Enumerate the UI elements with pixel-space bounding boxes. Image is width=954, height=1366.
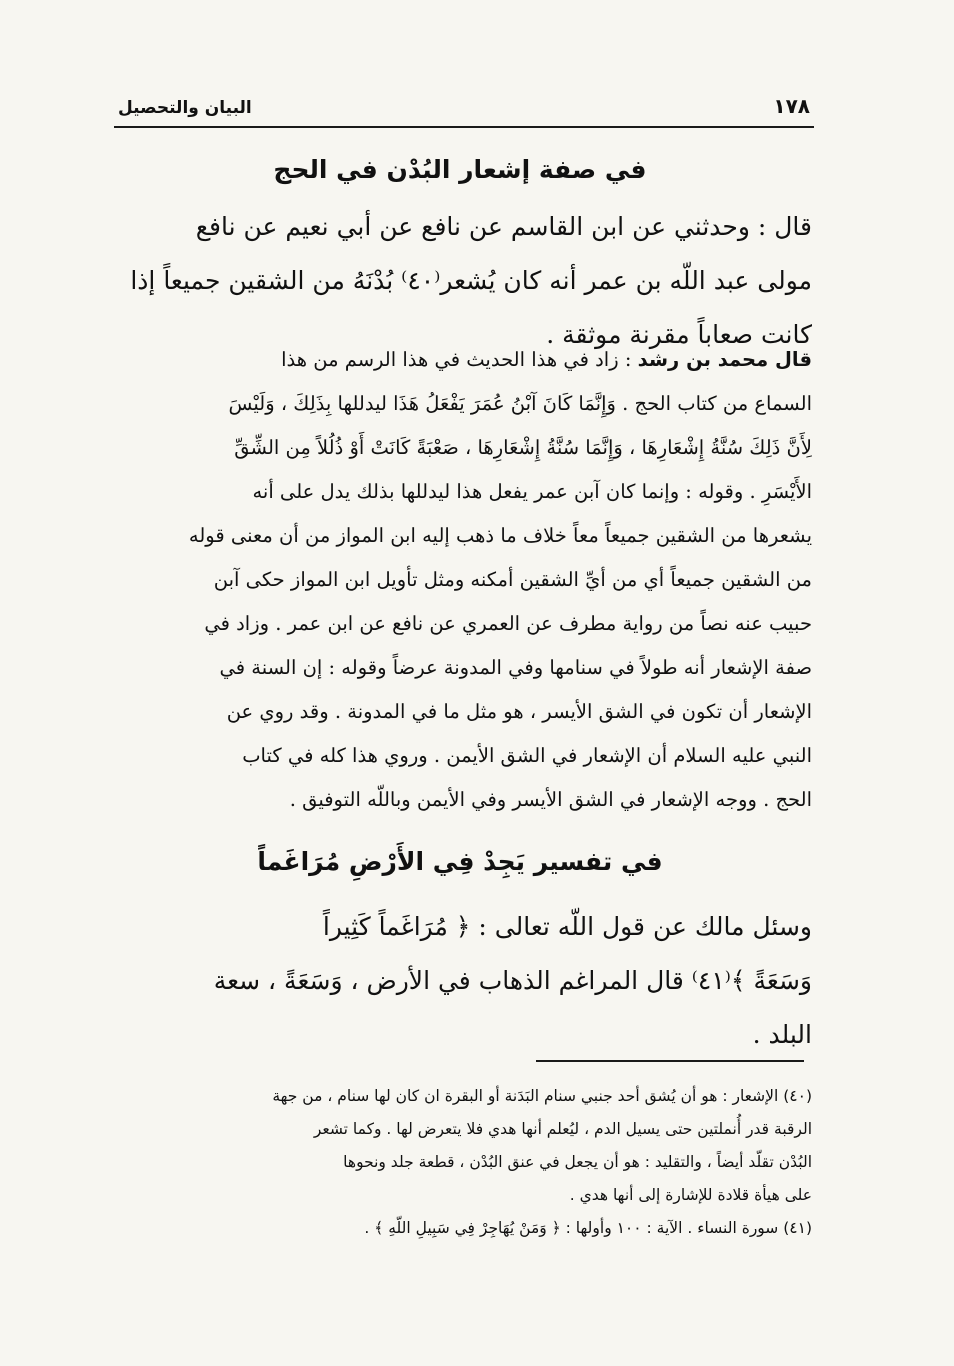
commentator-name: قال محمد بن رشد — [637, 348, 812, 371]
footnote-40 — [116, 1080, 812, 1212]
text-line: الإشعار أن تكون في الشق الأيسر ، هو مثل ما في المدونة . وقد روي عن — [226, 700, 812, 723]
footnote-line: البُدْن تقلّد أيضاً ، والتقليد : هو أن يجعل في عنق البُدْن ، قطعة جلد ونحوها — [343, 1153, 812, 1171]
text-line: يشعرها من الشقين جميعاً معاً خلاف ما ذهب إليه ابن المواز من أن معنى قوله — [188, 524, 812, 547]
text-line: صفة الإشعار أنه طولاً في سنامها وفي المدونة عرضاً وقوله : إن السنة في — [219, 656, 812, 679]
text-line: من الشقين جميعاً أي من أيِّ الشقين أمكنه ومثل تأويل ابن المواز حكى آبن — [213, 568, 812, 591]
paragraph-malik-answer — [116, 900, 812, 1062]
text-line: النبي عليه السلام أن الإشعار في الشق الأيمن . وروي هذا كله في كتاب — [242, 744, 812, 767]
footnote-line: (٤١) سورة النساء . الآية : ١٠٠ وأولها : ﴿ وَمَنْ يُهَاجِرْ فِي سَبِيلِ اللّهِ ﴾ . — [364, 1219, 812, 1237]
footnotes — [116, 1080, 812, 1245]
paragraph-commentary — [116, 338, 812, 822]
text-line: الأَيْسَرِ . وقوله : وإنما كان آبن عمر يفعل هذا ليدللها بذلك يدل على أنه — [252, 480, 812, 503]
page-header — [118, 88, 810, 118]
footnote-rule — [536, 1060, 804, 1062]
footnote-line: على هيأة قلادة للإشارة إلى أنها هدي . — [569, 1186, 812, 1204]
text-line: وَسَعَةً ﴾⁽٤١⁾ قال المراغم الذهاب في الأرض ، وَسَعَةً ، سعة — [213, 966, 812, 995]
text-line — [116, 338, 812, 382]
page-number: ١٧٨ — [773, 94, 810, 118]
footnote-line: (٤٠) الإشعار : هو أن يُشق أحد جنبي سنام البَدَنة أو البقرة ان كان لها سنام ، من جهة — [272, 1087, 812, 1105]
footnote-41 — [116, 1212, 812, 1245]
text-line: وسئل مالك عن قول اللّه تعالى : ﴿ مُرَاغَماً كَثِيراً — [322, 912, 812, 941]
text-line: لِأَنَّ ذَلِكَ سُنَّةُ إِشْعَارِهَا ، وَإِنَّمَا سُنَّةُ إِشْعَارِهَا ، صَعْبَةً كَانَتْ أَوْ ذُلُلاً مِن الشِّقِّ — [234, 436, 812, 459]
text-line: البلد . — [752, 1020, 812, 1049]
text-line: كانت صعاباً مقرنة موثقة . — [546, 320, 812, 349]
text-line: السماع من كتاب الحج . وَإِنَّمَا كَانَ آبْنُ عُمَرَ يَفْعَلُ هَذَا ليدللها بِذَلِكَ ، وَلَيْسَ — [228, 392, 812, 415]
running-title: البيان والتحصيل — [118, 98, 252, 118]
text-line: قال : وحدثني عن ابن القاسم عن نافع عن أبي نعيم عن نافع — [195, 212, 812, 241]
text-line: مولى عبد اللّه بن عمر أنه كان يُشعر⁽٤٠⁾ بُدْنَهُ من الشقين جميعاً إذا — [130, 266, 812, 295]
section-title-muragham: في تفسير يَجِدْ فِي الأَرْضِ مُرَاغَماً — [257, 847, 663, 876]
text-line: حبيب عنه نصاً من رواية مطرف عن العمري عن نافع عن ابن عمر . وزاد في — [204, 612, 812, 635]
text-line: الحج . ووجه الإشعار في الشق الأيسر وفي الأيمن وباللّه التوفيق . — [289, 788, 812, 811]
footnote-line: الرقبة قدر أُنملتين حتى يسيل الدم ، ليُعلم أنها هدي فلا يتعرض لها . وكما تشعر — [313, 1120, 812, 1138]
text-run: : زاد في هذا الحديث في هذا الرسم من هذا — [281, 348, 638, 371]
section-title-ishaar: في صفة إشعار البُدْن في الحج — [273, 155, 647, 184]
header-rule — [114, 126, 814, 128]
